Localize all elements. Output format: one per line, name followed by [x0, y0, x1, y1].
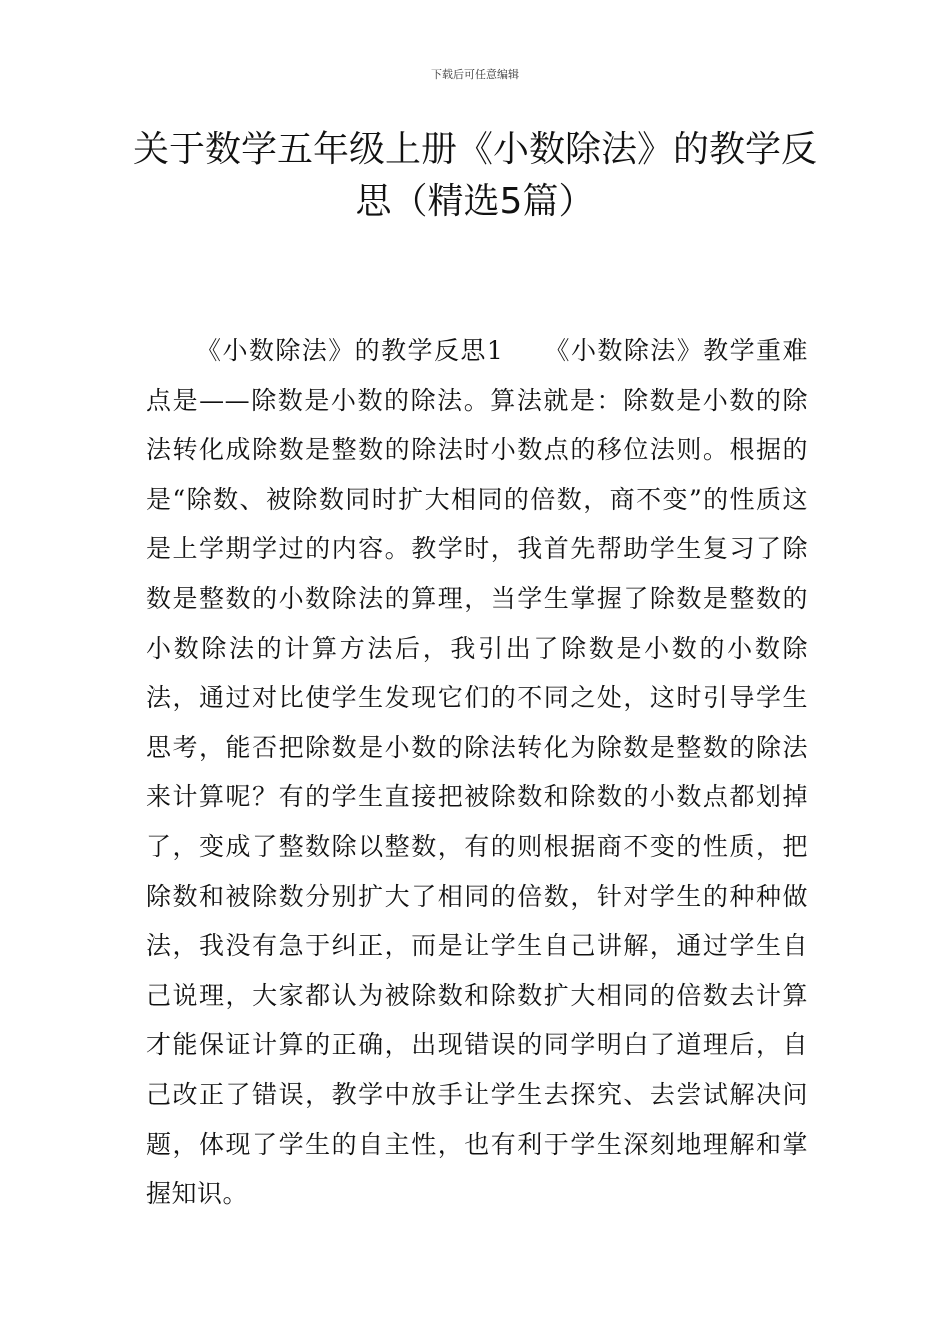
document-title: 关于数学五年级上册《小数除法》的教学反思（精选5篇） [132, 129, 817, 222]
body-paragraph: 《小数除法》的教学反思1 《小数除法》教学重难点是——除数是小数的除法。算法就是：除数是小数的除法转化成除数是整数的除法时小数点的移位法则。根据的是“除数、被除数同时扩大相同的倍数，商不变”的性质这是上学期学过的内容。教学时，我首先帮助学生复习了除数是整数的小数除法的算理，当学生掌握了除数是整数的小数除法的计算方法后，我引出了除数是小数的小数除法，通过对比使学生发现它们的不同之处，这时引导学生思考，能否把除数是小数的除法转化为除数是整数的除法来计算呢？有的学生直接把被除数和除数的小数点都划掉了，变成了整数除以整数，有的则根据商不变的性质，把除数和被除数分别扩大了相同的倍数，针对学生的种种做法，我没有急于纠正，而是让学生自己讲解，通过学生自己说理，大家都认为被除数和除数扩大相同的倍数去计算才能保证计算的正确，出现错误的同学明白了道理后，自己改正了错误，教学中放手让学生去探究、去尝试解决问题，体现了学生的自主性，也有利于学生深刻地理解和掌握知识。 [146, 336, 808, 1209]
header-note: 下载后可任意编辑 [431, 68, 519, 81]
